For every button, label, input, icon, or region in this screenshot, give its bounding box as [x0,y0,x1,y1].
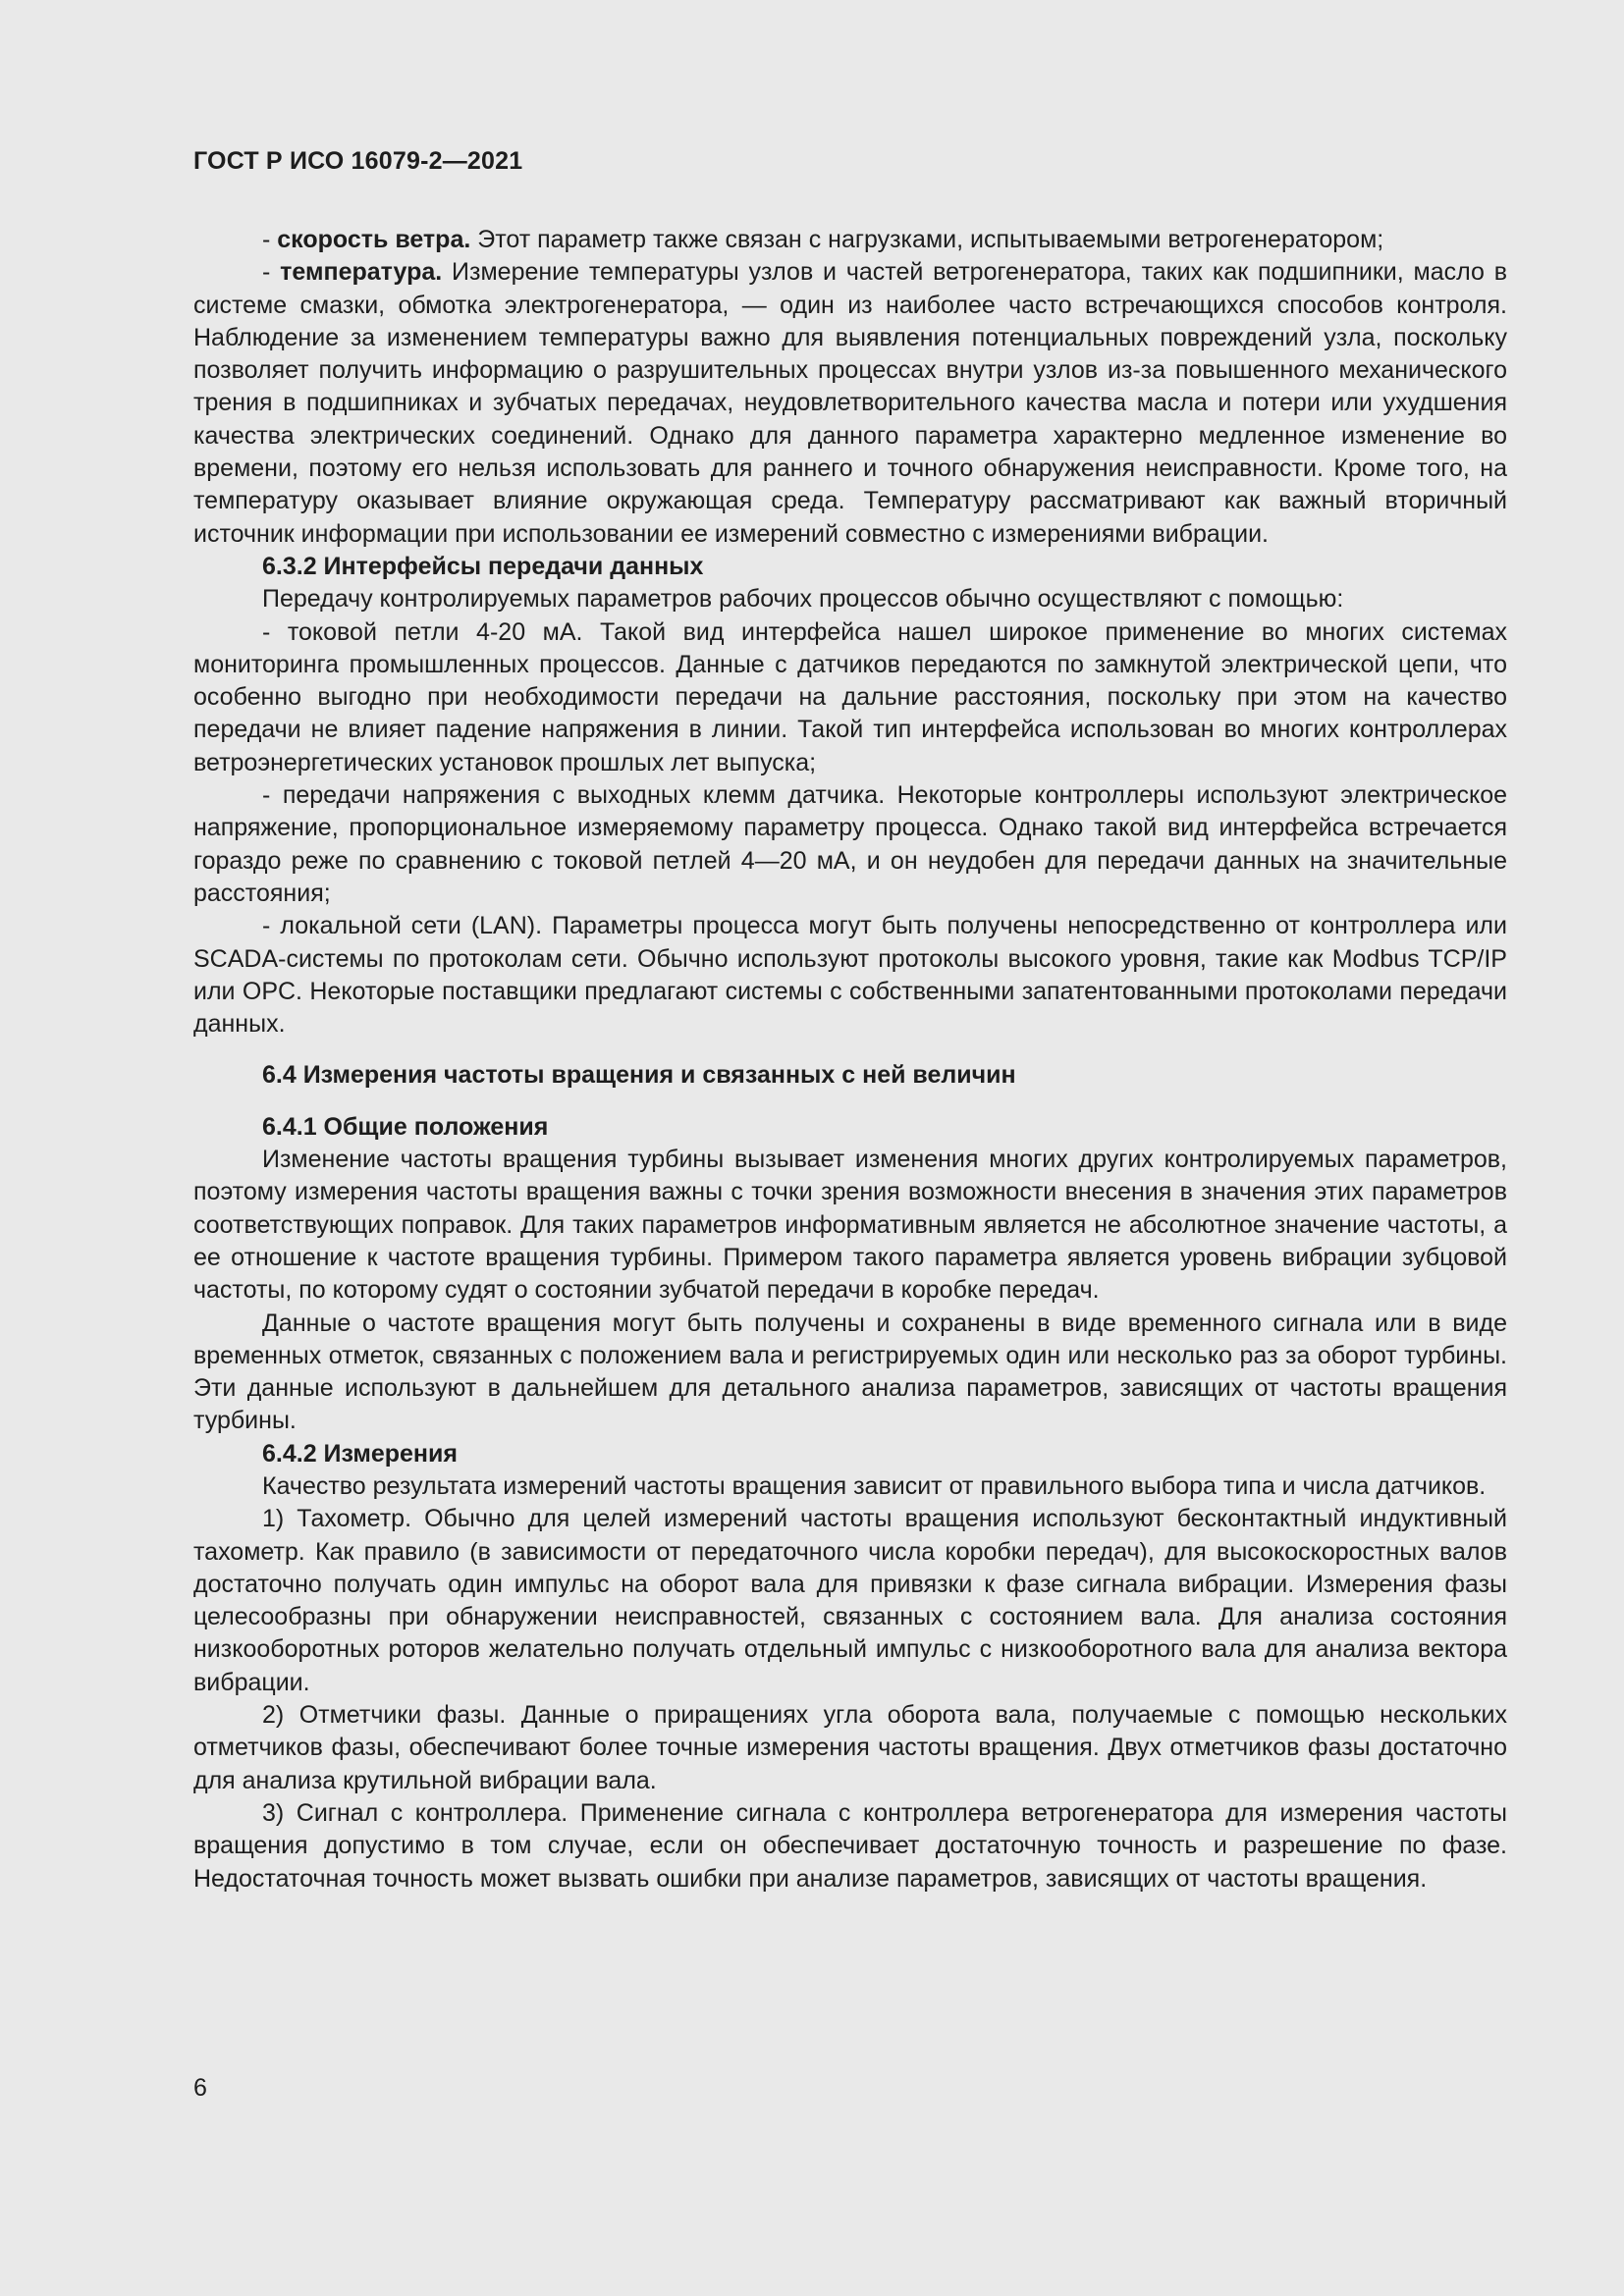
body-paragraph [193,616,1507,779]
document-header: ГОСТ Р ИСО 16079-2—2021 [193,147,523,175]
list-marker: - [262,226,278,253]
term-bold: температура. [280,258,443,287]
document-body [193,224,1507,1896]
body-paragraph [193,910,1507,1041]
paragraph-text: Сигнал с контроллера. Применение сигнала с контроллера ветрогенератора для измерения частоты вращения допустимо в том случае, если он обеспечивает достаточную точность и разрешение по фазе. Недостаточная точность может вызвать ошибки при анализе параметров, зависящих от частоты вращения. [193,1798,1507,1893]
section-heading [193,551,1507,583]
list-marker: - [262,912,281,940]
paragraph-text: Измерение температуры узлов и частей ветрогенератора, таких как подшипники, масло в системе смазки, обмотка электрогенератора, — один из наиболее часто встречающихся способов контроля. Наблюдение за изменением температуры важно для выявления потенциальных повреждений узла, поскольку позволяет получить информацию о разрушительных процессах внутри узлов из-за повышенного механического трения в подшипниках и зубчатых передачах, неудовлетворительного качества масла и потери или ухудшения качества электрических соединений. Однако для данного параметра характерно медленное изменение во времени, поэтому его нельзя использовать для раннего и точного обнаружения неисправности. Кроме того, на температуру оказывает влияние окружающая среда. Температуру рассматривают как важный вторичный источник информации при использовании ее измерений совместно с измерениями вибрации. [193,258,1507,548]
body-paragraph [193,1144,1507,1307]
paragraph-text: Данные о частоте вращения могут быть получены и сохранены в виде временного сигнала или в виде временных отметок, связанных с положением вала и регистрируемых один или несколько раз за оборот турбины. Эти данные используют в дальнейшем для детального анализа параметров, зависящих от частоты вращения турбины. [193,1308,1507,1435]
paragraph-text: Передачу контролируемых параметров рабочих процессов обычно осуществляют с помощью: [262,585,1344,614]
paragraph-text: локальной сети (LAN). Параметры процесса могут быть получены непосредственно от контроллера или SCADA-системы по протоколам сети. Обычно используют протоколы высокого уровня, такие как Modbus TCP/IP или OPC. Некоторые поставщики предлагают системы с собственными запатентованными протоколами передачи данных. [193,912,1507,1039]
paragraph-text: токовой петли 4-20 мА. Такой вид интерфейса нашел широкое применение во многих системах мониторинга промышленных процессов. Данные с датчиков передаются по замкнутой электрической цепи, что особенно выгодно при необходимости передачи на дальние расстояния, поскольку при этом на качество передачи не влияет падение напряжения в линии. Такой тип интерфейса использован во многих контроллерах ветроэнергетических установок прошлых лет выпуска; [193,617,1507,776]
body-paragraph [193,1797,1507,1896]
heading-text: 6.3.2 Интерфейсы передачи данных [262,552,704,580]
list-marker: - [262,781,283,810]
body-paragraph [193,1699,1507,1797]
paragraph-text: Тахометр. Обычно для целей измерений частоты вращения используют бесконтактный индуктивный тахометр. Как правило (в зависимости от передаточного числа коробки передач), для высокоскоростных валов достаточно получать один импульс на оборот вала для привязки к фазе сигнала вибрации. Измерения фазы целесообразны при обнаружении неисправностей, связанных с состоянием вала. Для анализа состояния низкооборотных роторов желательно получать отдельный импульс с низкооборотного вала для анализа вектора вибрации. [193,1505,1507,1696]
paragraph-text: Этот параметр также связан с нагрузками, испытываемыми ветрогенератором; [477,226,1384,253]
paragraph-text: Отметчики фазы. Данные о приращениях угла оборота вала, получаемые с помощью нескольких отметчиков фазы, обеспечивают более точные измерения частоты вращения. Двух отметчиков фазы достаточно для анализа крутильной вибрации вала. [193,1701,1507,1794]
page-number: 6 [193,2074,207,2102]
list-marker: 1) [262,1505,298,1533]
body-paragraph [193,583,1507,615]
paragraph-text: Изменение частоты вращения турбины вызывает изменения многих других контролируемых параметров, поэтому измерения частоты вращения важны с точки зрения возможности внесения в значения этих параметров соответствующих поправок. Для таких параметров информативным является не абсолютное значение частоты, а ее отношение к частоте вращения турбины. Примером такого параметра является уровень вибрации зубцовой частоты, по которому судят о состоянии зубчатой передачи в коробке передач. [193,1146,1507,1305]
body-paragraph [193,224,1507,256]
list-marker: 2) [262,1701,299,1730]
paragraph-text: передачи напряжения с выходных клемм датчика. Некоторые контроллеры используют электрическое напряжение, пропорциональное измеряемому параметру процесса. Однако такой вид интерфейса встречается гораздо реже по сравнению с токовой петлей 4—20 мА, и он неудобен для передачи данных на значительные расстояния; [193,781,1508,907]
list-marker: - [262,258,281,287]
list-marker: 3) [262,1798,297,1827]
paragraph-text: Качество результата измерений частоты вращения зависит от правильного выбора типа и числа датчиков. [262,1471,1487,1500]
body-paragraph [193,1470,1507,1503]
heading-text: 6.4 Измерения частоты вращения и связанных с ней величин [262,1061,1016,1090]
list-marker: - [262,617,288,646]
body-paragraph [193,779,1507,910]
heading-text: 6.4.1 Общие положения [262,1112,549,1141]
section-heading [193,1438,1507,1470]
body-paragraph [193,256,1507,551]
term-bold: скорость ветра. [277,226,471,253]
section-heading [193,1111,1507,1144]
section-heading [193,1059,1507,1092]
body-paragraph [193,1308,1507,1438]
body-paragraph [193,1503,1507,1699]
heading-text: 6.4.2 Измерения [262,1439,458,1468]
